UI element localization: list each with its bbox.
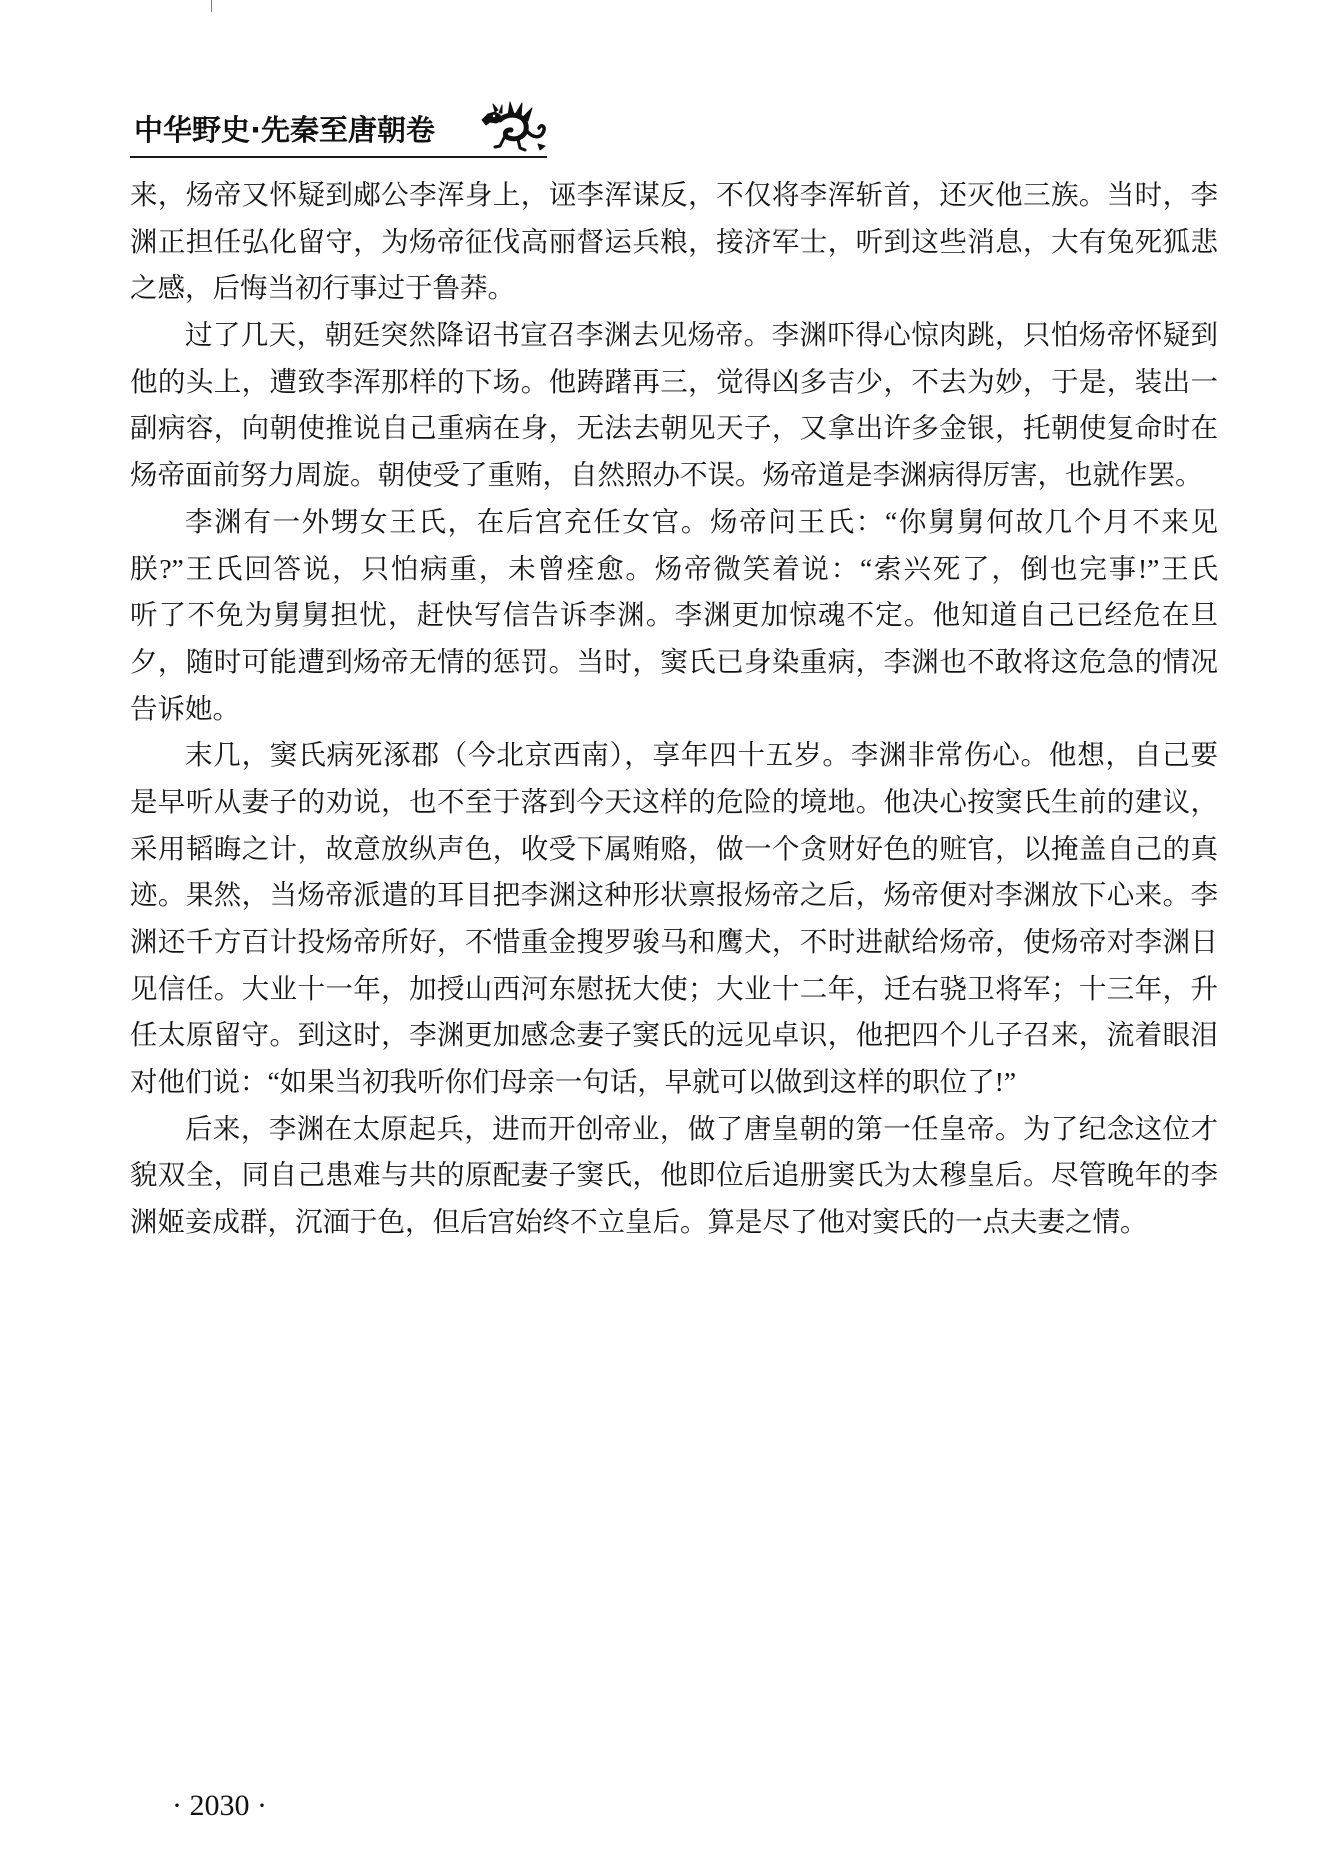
text-line: 李渊有一外甥女王氏，在后宫充任女官。炀帝问王氏：“你舅舅何故几个月不来见 xyxy=(185,505,1218,537)
text-line: 对他们说：“如果当初我听你们母亲一句话，早就可以做到这样的职位了!” xyxy=(130,1066,1017,1098)
text-line: 见信任。大业十一年，加授山西河东慰抚大使；大业十二年，迁右骁卫将军；十三年，升 xyxy=(130,972,1218,1004)
text-line: 之感，后悔当初行事过于鲁莽。 xyxy=(130,272,515,304)
paragraph xyxy=(130,1106,1218,1246)
dragon-icon xyxy=(478,100,548,156)
page-number: · 2030 · xyxy=(172,1789,267,1822)
text-line: 貌双全，同自己患难与共的原配妻子窦氏，他即位后追册窦氏为太穆皇后。尽管晚年的李 xyxy=(130,1159,1218,1191)
text-line: 他的头上，遭致李浑那样的下场。他踌躇再三，觉得凶多吉少，不去为妙，于是，装出一 xyxy=(130,365,1218,397)
text-line: 来，炀帝又怀疑到郕公李浑身上，诬李浑谋反，不仅将李浑斩首，还灭他三族。当时，李 xyxy=(130,179,1218,210)
text-line: 夕，随时可能遭到炀帝无情的惩罚。当时，窦氏已身染重病，李渊也不敢将这危急的情况 xyxy=(130,645,1218,677)
text-line: 后来，李渊在太原起兵，进而开创帝业，做了唐皇朝的第一任皇帝。为了纪念这位才 xyxy=(185,1112,1218,1144)
paragraph xyxy=(130,499,1218,732)
running-head-title: 中华野史·先秦至唐朝卷 xyxy=(134,113,436,147)
text-line: 渊姬妾成群，沉湎于色，但后宫始终不立皇后。算是尽了他对窦氏的一点夫妻之情。 xyxy=(130,1206,1148,1238)
text-line: 朕?”王氏回答说，只怕病重，未曾痊愈。炀帝微笑着说：“索兴死了，倒也完事!”王氏 xyxy=(130,552,1218,584)
text-line: 副病容，向朝使推说自己重病在身，无法去朝见天子，又拿出许多金银，托朝使复命时在 xyxy=(130,412,1218,444)
text-line: 告诉她。 xyxy=(130,692,240,724)
text-line: 任太原留守。到这时，李渊更加感念妻子窦氏的远见卓识，他把四个儿子召来，流着眼泪 xyxy=(130,1019,1218,1051)
text-line: 炀帝面前努力周旋。朝使受了重贿，自然照办不误。炀帝道是李渊病得厉害，也就作罢。 xyxy=(130,459,1203,491)
scan-artifact-mark xyxy=(211,0,212,12)
text-line: 渊正担任弘化留守，为炀帝征伐高丽督运兵粮，接济军士，听到这些消息，大有兔死狐悲 xyxy=(130,225,1218,257)
paragraph xyxy=(130,312,1218,499)
text-line: 采用韬晦之计，故意放纵声色，收受下属贿赂，做一个贪财好色的赃官，以掩盖自己的真 xyxy=(130,832,1218,864)
body-text xyxy=(130,172,1218,1246)
paragraph xyxy=(130,172,1218,312)
text-line: 听了不免为舅舅担忧，赶快写信告诉李渊。李渊更加惊魂不定。他知道自己已经危在旦 xyxy=(130,599,1218,631)
text-line: 迹。果然，当炀帝派遣的耳目把李渊这种形状禀报炀帝之后，炀帝便对李渊放下心来。李 xyxy=(130,879,1218,911)
text-line: 是早听从妻子的劝说，也不至于落到今天这样的危险的境地。他决心按窦氏生前的建议， xyxy=(130,785,1218,817)
paragraph xyxy=(130,732,1218,1106)
text-line: 过了几天，朝廷突然降诏书宣召李渊去见炀帝。李渊吓得心惊肉跳，只怕炀帝怀疑到 xyxy=(185,319,1218,351)
text-line: 末几，窦氏病死涿郡（今北京西南），享年四十五岁。李渊非常伤心。他想，自己要 xyxy=(185,739,1218,771)
text-line: 渊还千方百计投炀帝所好，不惜重金搜罗骏马和鹰犬，不时进献给炀帝，使炀帝对李渊日 xyxy=(130,926,1218,957)
header-rule xyxy=(130,156,547,158)
